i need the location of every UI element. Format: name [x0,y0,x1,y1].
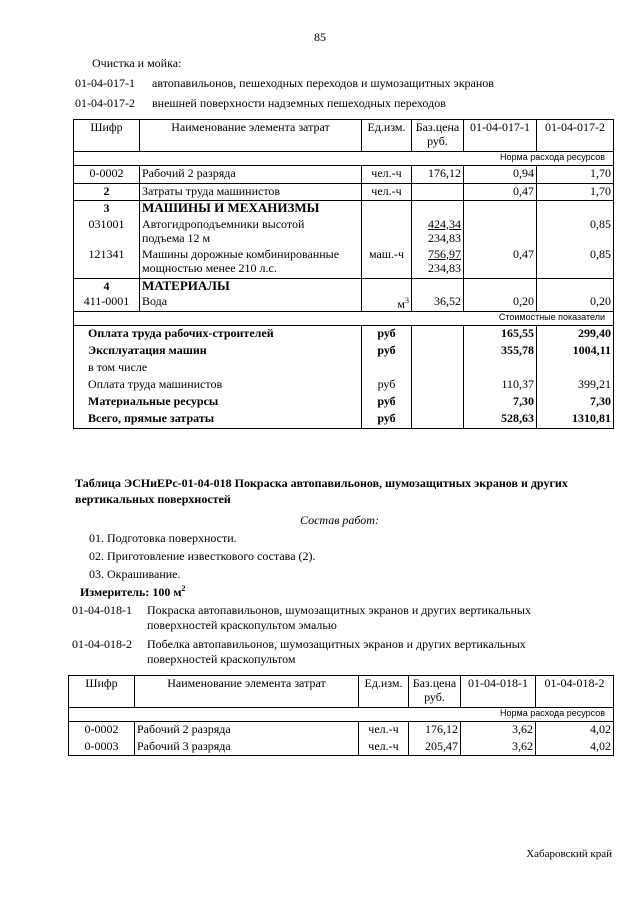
item-code: 01-04-017-2 [75,96,135,110]
table-row: 031001 Автогидроподъемники высотой подъема 12 м 424,34 234,83 0,85 [74,217,614,247]
item-text: внешней поверхности надземных пешеходных переходов [152,96,446,110]
header-col1: 01-04-017-1 [464,120,537,152]
list-item: 02. Приготовление известкового состава (2). [89,549,316,563]
item-code: 01-04-017-1 [75,76,135,90]
item-code: 01-04-018-1 [72,603,132,617]
section-row-materials: 4 МАТЕРИАЛЫ [74,279,614,294]
norm-label: Норма расхода ресурсов [69,708,614,722]
cost-label: Стоимостные показатели [74,311,614,325]
table-row: 411-0001 Вода $м^3$ 36,52 0,20 0,20 [74,294,614,312]
list-item: 03. Окрашивание. [89,567,181,581]
meter: Измеритель: 100 $м^2$ [80,584,186,599]
cost-row: Оплата труда рабочих-строителей руб 165,55 299,40 [74,325,614,343]
item-text: Побелка автопавильонов, шумозащитных экранов и других вертикальных [147,637,526,651]
header-col1: 01-04-018-1 [461,676,536,708]
table-row: 2 Затраты труда машинистов чел.-ч 0,47 1,70 [74,184,614,201]
section-row-machines: 3 МАШИНЫ И МЕХАНИЗМЫ [74,201,614,217]
item-text: поверхностей краскопультом эмалью [147,618,337,632]
cost-row: Оплата труда машинистов руб 110,37 399,21 [74,377,614,394]
table-title: вертикальных поверхностей [75,492,231,506]
header-unit: Ед.изм. [362,120,412,152]
header-unit: Ед.изм. [359,676,409,708]
item-text: автопавильонов, пешеходных переходов и шумозащитных экранов [152,76,494,90]
list-item: 01. Подготовка поверхности. [89,531,237,545]
header-code: Шифр [74,120,140,152]
page-number: 85 [314,30,326,44]
resource-table-1 [73,119,614,429]
header-col2: 01-04-017-2 [537,120,614,152]
cost-row: в том числе [74,360,614,377]
header-code: Шифр [69,676,135,708]
cost-row: Эксплуатация машин руб 355,78 1004,11 [74,343,614,360]
header-price: Баз.цена руб. [412,120,464,152]
cost-row: Всего, прямые затраты руб 528,63 1310,81 [74,411,614,428]
table-title: Таблица ЭСНиЕРс-01-04-018 Покраска автопавильонов, шумозащитных экранов и других [75,476,568,490]
header-name: Наименование элемента затрат [140,120,362,152]
header-name: Наименование элемента затрат [135,676,359,708]
item-text: поверхностей краскопультом [147,652,296,666]
resource-table-2 [68,675,614,756]
footer-region: Хабаровский край [526,848,612,860]
table-row: 0-0002 Рабочий 2 разряда чел.-ч 176,12 0,94 1,70 [74,166,614,184]
header-col2: 01-04-018-2 [536,676,614,708]
cost-row: Материальные ресурсы руб 7,30 7,30 [74,394,614,411]
table-row: 0-0003 Рабочий 3 разряда чел.-ч 205,47 3,62 4,02 [69,739,614,756]
item-text: Покраска автопавильонов, шумозащитных экранов и других вертикальных [147,603,531,617]
table-row: 0-0002 Рабочий 2 разряда чел.-ч 176,12 3,62 4,02 [69,722,614,739]
section-title: Очистка и мойка: [92,56,182,70]
item-code: 01-04-018-2 [72,637,132,651]
norm-label: Норма расхода ресурсов [74,152,614,166]
table-row: 121341 Машины дорожные комбинированные мощностью менее 210 л.с. маш.-ч 756,97 234,83 0,47 0,85 [74,247,614,279]
works-title: Состав работ: [300,513,379,527]
header-price: Баз.цена руб. [409,676,461,708]
